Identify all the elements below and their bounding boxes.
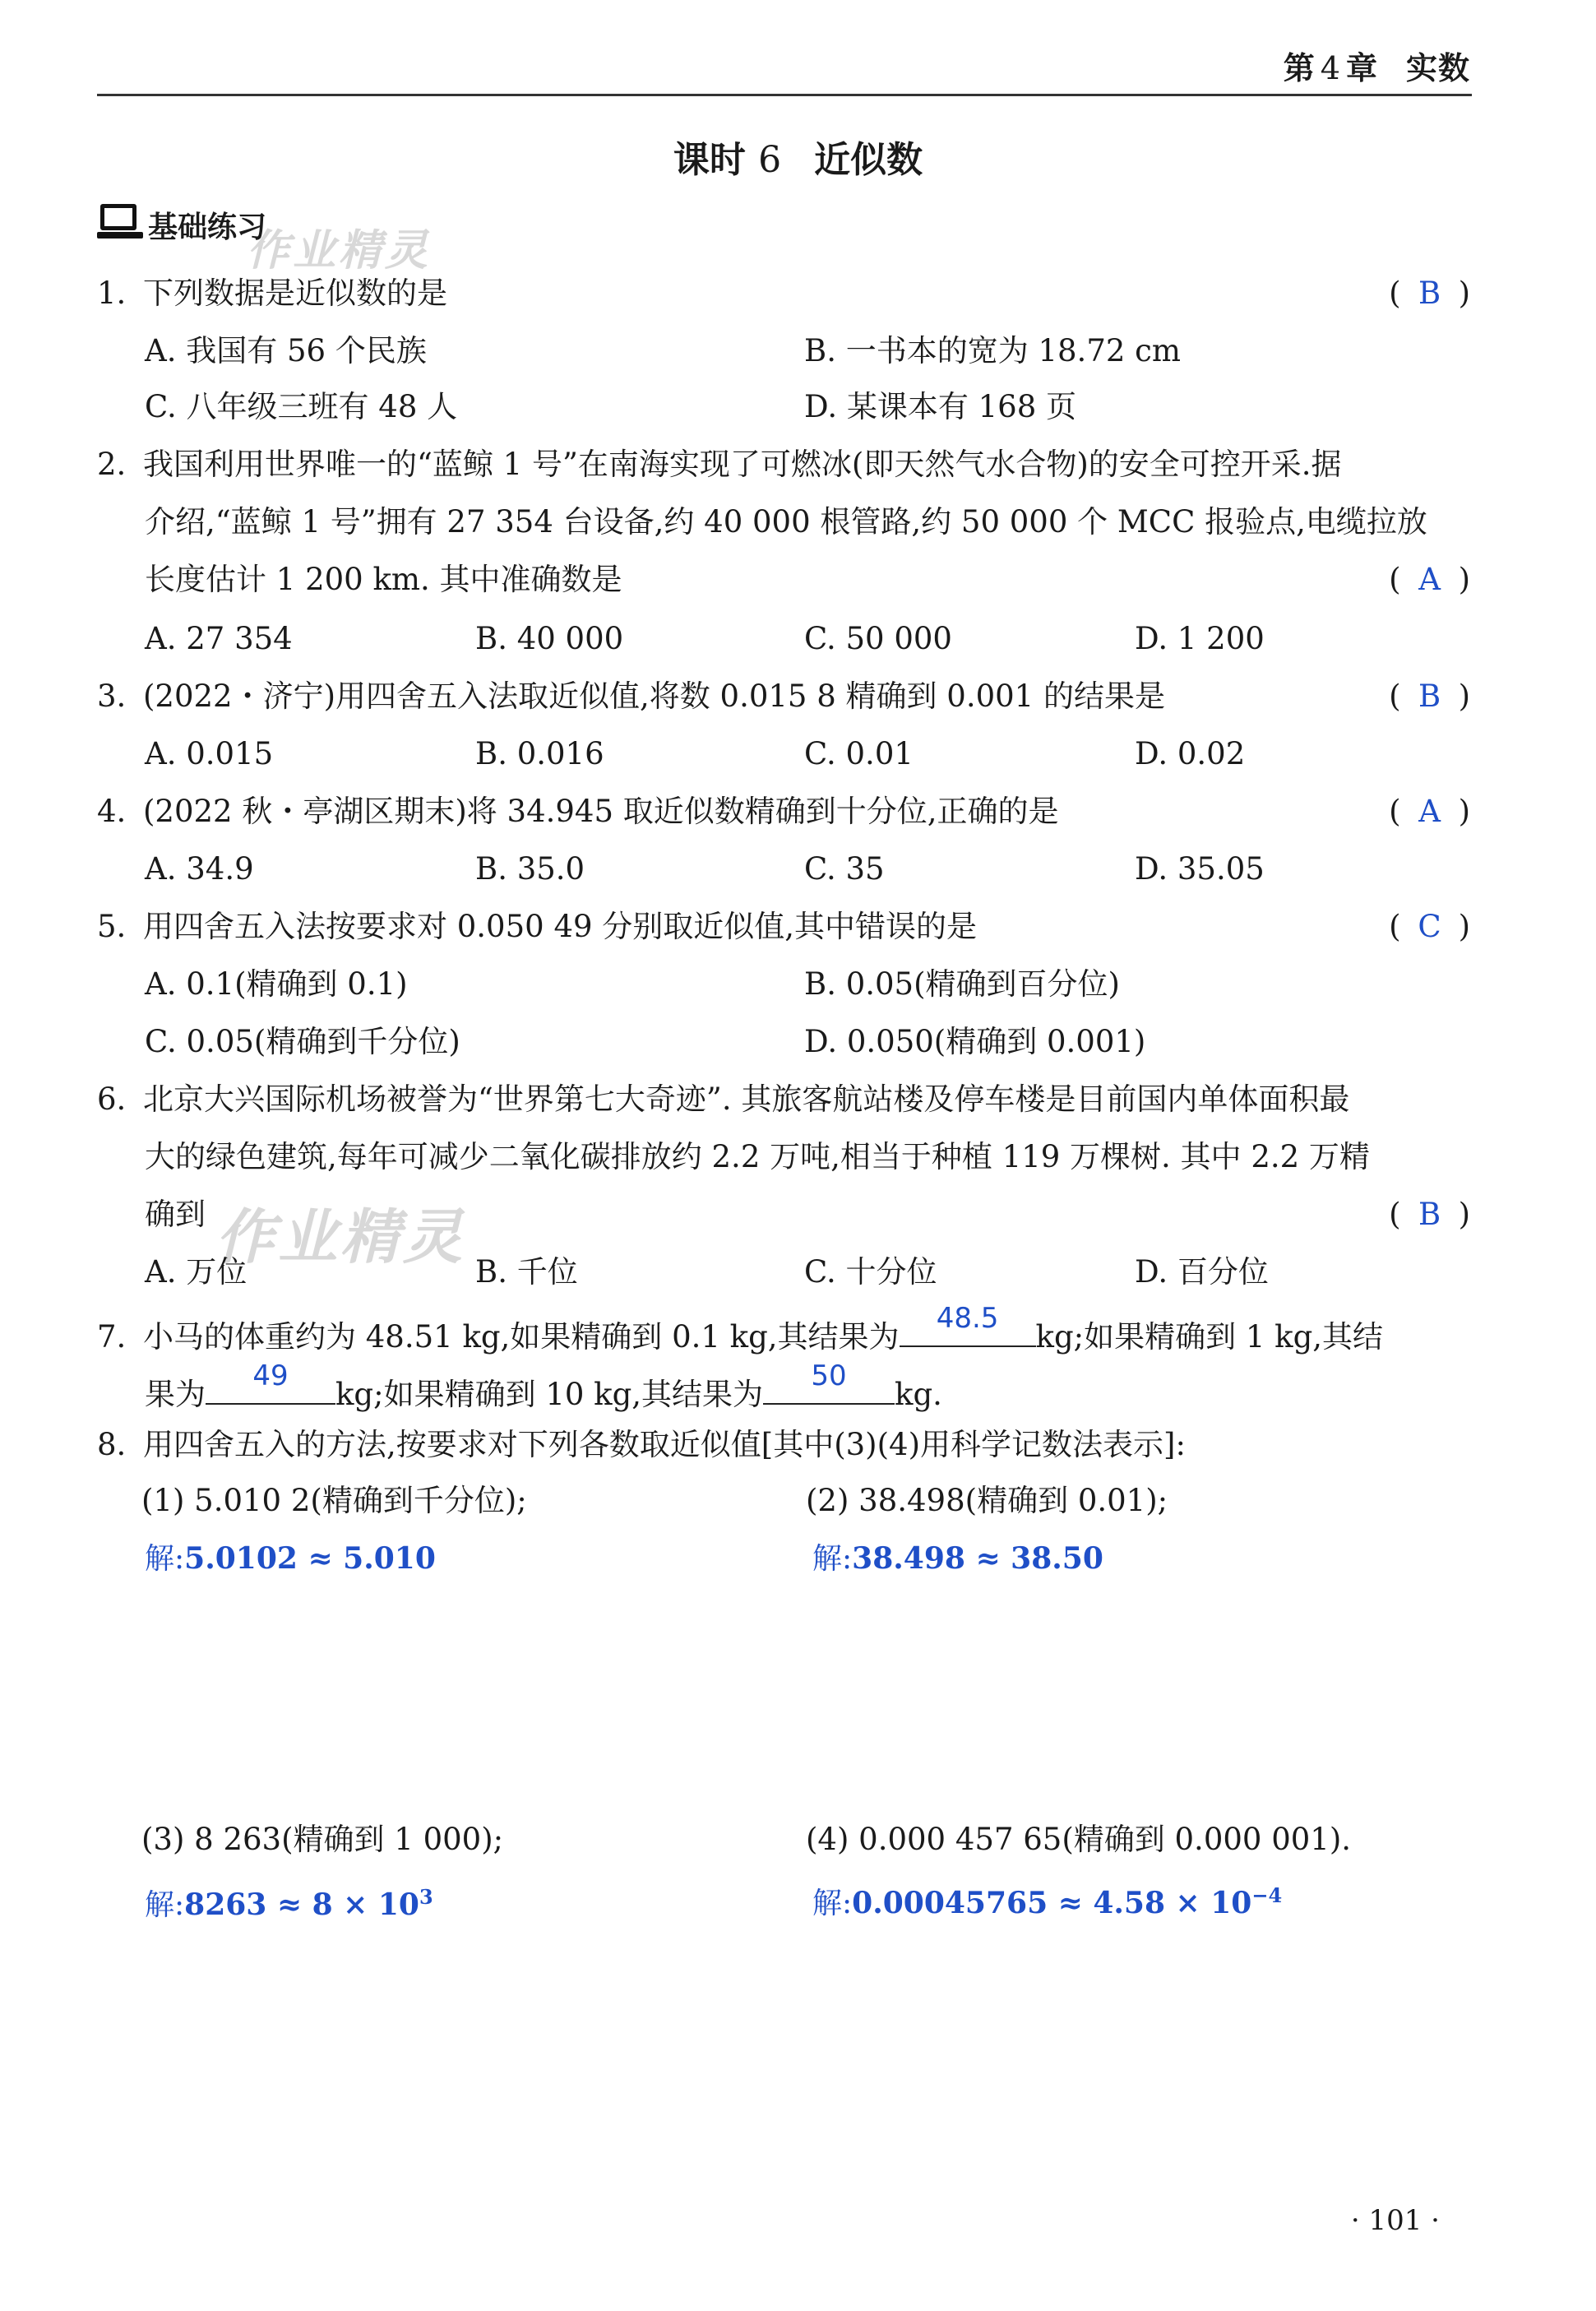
- answer-letter: B: [1418, 1197, 1441, 1232]
- option-b: B. 0.016: [475, 736, 604, 771]
- answer-bracket: ( B ): [1389, 273, 1470, 314]
- answer-blank: [900, 1302, 1036, 1347]
- solution-math: 38.498 ≈ 38.50: [852, 1541, 1103, 1576]
- answer-blank: [206, 1359, 335, 1405]
- answer-bracket: ( B ): [1389, 676, 1470, 717]
- blank-answer: 50: [811, 1359, 847, 1392]
- option-d: D. 百分位: [1135, 1254, 1269, 1290]
- answer-letter: B: [1418, 678, 1441, 714]
- option-a: A. 0.1(精确到 0.1): [145, 966, 408, 1002]
- solution-exponent: 3: [419, 1885, 433, 1909]
- question-number: 7.: [97, 1319, 127, 1355]
- sub-question-2: (2) 38.498(精确到 0.01);: [806, 1483, 1168, 1518]
- question-text: (2022 秋・亭湖区期末)将 34.945 取近似数精确到十分位,正确的是: [143, 794, 1059, 829]
- question-3: [97, 676, 1472, 717]
- question-text: 用四舍五入的方法,按要求对下列各数取近似值[其中(3)(4)用科学记数法表示]:: [143, 1427, 1186, 1462]
- solution-prefix: 解:: [812, 1542, 853, 1576]
- option-a: A. 我国有 56 个民族: [145, 333, 427, 368]
- question-number: 2.: [97, 447, 127, 482]
- question-8: [97, 1424, 1472, 1466]
- lesson-number: 6: [758, 139, 782, 181]
- option-a: A. 34.9: [145, 851, 254, 887]
- option-a: A. 万位: [145, 1254, 247, 1290]
- question-number: 4.: [97, 794, 127, 829]
- chapter-heading: [1284, 43, 1470, 88]
- option-d: D. 某课本有 168 页: [804, 389, 1077, 424]
- option-d: D. 0.050(精确到 0.001): [804, 1024, 1146, 1059]
- answer-letter: B: [1418, 276, 1441, 311]
- option-c: C. 0.01: [804, 736, 914, 771]
- lesson-label: 课时: [673, 139, 746, 181]
- question-2: [97, 444, 1472, 485]
- lesson-topic: 近似数: [814, 139, 923, 181]
- solution-4: [812, 1875, 1282, 1924]
- option-b: B. 35.0: [475, 851, 585, 887]
- option-a: A. 27 354: [145, 621, 293, 656]
- question-text: 果为: [145, 1377, 206, 1412]
- question-text-line: 大的绿色建筑,每年可减少二氧化碳排放约 2.2 万吨,相当于种植 119 万棵树. 其中 2.2 万精: [145, 1139, 1370, 1174]
- answer-bracket: ( A ): [1389, 559, 1470, 600]
- question-text: 北京大兴国际机场被誉为“世界第七大奇迹”. 其旅客航站楼及停车楼是目前国内单体面积最: [143, 1081, 1350, 1117]
- chapter-title: 实数: [1405, 50, 1470, 86]
- solution-1: [145, 1538, 436, 1580]
- question-number: 3.: [97, 678, 127, 714]
- answer-letter: A: [1418, 562, 1441, 597]
- solution-3: [145, 1877, 433, 1926]
- sub-question-3: (3) 8 263(精确到 1 000);: [141, 1822, 504, 1857]
- question-number: 1.: [97, 276, 127, 311]
- answer-letter: A: [1418, 794, 1441, 829]
- question-text: 我国利用世界唯一的“蓝鲸 1 号”在南海实现了可燃冰(即天然气水合物)的安全可控开采.据: [143, 447, 1342, 482]
- question-1: [97, 273, 1472, 314]
- blank-answer: 48.5: [936, 1302, 999, 1335]
- question-number: 8.: [97, 1427, 127, 1462]
- option-b: B. 千位: [475, 1254, 578, 1290]
- chapter-number: 4: [1320, 50, 1341, 86]
- header-divider: [97, 94, 1472, 96]
- option-c: C. 十分位: [804, 1254, 937, 1290]
- option-b: B. 0.05(精确到百分位): [804, 966, 1120, 1002]
- question-text-line: 确到: [145, 1197, 206, 1232]
- solution-prefix: 解:: [145, 1542, 185, 1576]
- question-7: [97, 1302, 1472, 1358]
- question-text: kg;如果精确到 10 kg,其结果为: [335, 1377, 764, 1412]
- answer-bracket: ( C ): [1389, 906, 1470, 947]
- solution-prefix: 解:: [812, 1887, 853, 1920]
- option-c: C. 八年级三班有 48 人: [145, 389, 458, 424]
- option-c: C. 0.05(精确到千分位): [145, 1024, 460, 1059]
- solution-math: 5.0102 ≈ 5.010: [184, 1541, 436, 1576]
- option-d: D. 35.05: [1135, 851, 1265, 887]
- option-c: C. 50 000: [804, 621, 952, 656]
- question-text: 小马的体重约为 48.51 kg,如果精确到 0.1 kg,其结果为: [143, 1319, 900, 1355]
- sub-question-1: (1) 5.010 2(精确到千分位);: [141, 1483, 527, 1518]
- watermark: 作业精灵: [215, 1202, 466, 1271]
- page-number: · 101 ·: [1350, 2204, 1440, 2237]
- question-text: 用四舍五入法按要求对 0.050 49 分别取近似值,其中错误的是: [143, 909, 978, 944]
- question-text: kg.: [895, 1377, 942, 1412]
- question-6: [97, 1079, 1472, 1120]
- answer-bracket: ( B ): [1389, 1194, 1470, 1235]
- answer-letter: C: [1418, 909, 1441, 944]
- question-text: 下列数据是近似数的是: [143, 276, 447, 311]
- blank-answer: 49: [252, 1359, 289, 1392]
- option-d: D. 1 200: [1135, 621, 1265, 656]
- chapter-prefix: 第: [1283, 50, 1316, 86]
- option-c: C. 35: [804, 851, 885, 887]
- question-number: 5.: [97, 909, 127, 944]
- option-b: B. 一书本的宽为 18.72 cm: [804, 333, 1181, 368]
- solution-exponent: −4: [1251, 1883, 1283, 1907]
- answer-blank: [763, 1359, 895, 1405]
- question-text-line: 介绍,“蓝鲸 1 号”拥有 27 354 台设备,约 40 000 根管路,约 50 000 个 MCC 报验点,电缆拉放: [145, 504, 1427, 540]
- answer-bracket: ( A ): [1389, 791, 1470, 832]
- solution-2: [812, 1538, 1103, 1580]
- option-a: A. 0.015: [145, 736, 274, 771]
- sub-question-4: (4) 0.000 457 65(精确到 0.000 001).: [806, 1822, 1352, 1857]
- question-text: (2022・济宁)用四舍五入法取近似值,将数 0.015 8 精确到 0.001 的结果是: [143, 678, 1165, 714]
- question-number: 6.: [97, 1081, 127, 1117]
- question-4: [97, 791, 1472, 832]
- option-b: B. 40 000: [475, 621, 624, 656]
- option-d: D. 0.02: [1135, 736, 1246, 771]
- lesson-title: [0, 130, 1596, 183]
- solution-math: 0.00045765 ≈ 4.58 × 10: [852, 1886, 1252, 1920]
- solution-math: 8263 ≈ 8 × 10: [184, 1887, 419, 1922]
- section-heading: [97, 199, 266, 250]
- watermark: 作业精灵: [247, 226, 432, 276]
- question-7-cont: [145, 1359, 1520, 1415]
- question-text-line: 长度估计 1 200 km. 其中准确数是: [145, 562, 622, 597]
- computer-icon: [97, 204, 143, 245]
- solution-prefix: 解:: [145, 1888, 185, 1922]
- chapter-suffix: 章: [1345, 50, 1378, 86]
- question-text: kg;如果精确到 1 kg,其结: [1035, 1319, 1384, 1355]
- question-5: [97, 906, 1472, 947]
- section-label: 基础练习: [148, 210, 267, 244]
